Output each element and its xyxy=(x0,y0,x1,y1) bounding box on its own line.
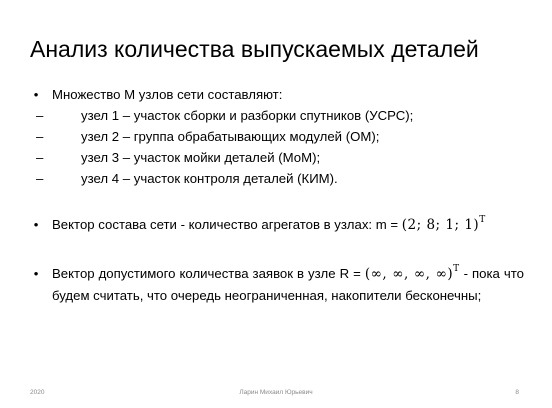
list-item-text: узел 2 – группа обрабатывающих модулей (ОМ); xyxy=(81,129,380,144)
bullet-text-queue-before: Вектор допустимого количества заявок в узле R = xyxy=(52,266,365,281)
bullet-marker: • xyxy=(33,217,39,232)
footer-author: Ларин Михаил Юрьевич xyxy=(239,389,313,396)
bullet-marker: • xyxy=(33,87,39,102)
slide-content xyxy=(30,84,524,306)
list-item-node-2 xyxy=(30,126,524,147)
node-sublist xyxy=(30,105,524,189)
bullet-text-queue-after: - пока что будем считать, что очередь неограниченная, накопители бесконечны; xyxy=(52,266,524,303)
bullet-nodes xyxy=(30,84,524,105)
vector-values: (2; 8; 1; 1) xyxy=(401,217,480,233)
composition-vector-formula xyxy=(402,217,486,233)
dash-marker: – xyxy=(36,171,44,186)
bullet-text-composition: Вектор состава сети - количество агрегатов в узлах: m = xyxy=(52,217,402,232)
footer-page-number: 8 xyxy=(515,389,519,396)
list-item-text: узел 3 – участок мойки деталей (МоМ); xyxy=(81,150,321,165)
list-item-text: узел 1 – участок сборки и разборки спутников (УСРС); xyxy=(81,108,414,123)
dash-marker: – xyxy=(36,108,44,123)
dash-marker: – xyxy=(36,150,44,165)
slide-title: Анализ количества выпускаемых деталей xyxy=(30,36,479,62)
footer-year: 2020 xyxy=(30,389,45,396)
list-item-node-4 xyxy=(30,168,524,189)
bullet-composition-vector xyxy=(30,214,524,236)
list-item-node-3 xyxy=(30,147,524,168)
bullet-text-nodes: Множество M узлов сети составляют: xyxy=(52,87,283,102)
transpose-sup: T xyxy=(453,264,460,274)
bullet-marker: • xyxy=(33,266,39,281)
dash-marker: – xyxy=(36,129,44,144)
transpose-sup: T xyxy=(479,215,486,225)
bullet-queue-vector xyxy=(30,263,524,306)
queue-vector-formula xyxy=(365,266,460,282)
list-item-text: узел 4 – участок контроля деталей (КИМ). xyxy=(81,171,338,186)
list-item-node-1 xyxy=(30,105,524,126)
vector-values: (∞, ∞, ∞, ∞) xyxy=(364,266,454,282)
